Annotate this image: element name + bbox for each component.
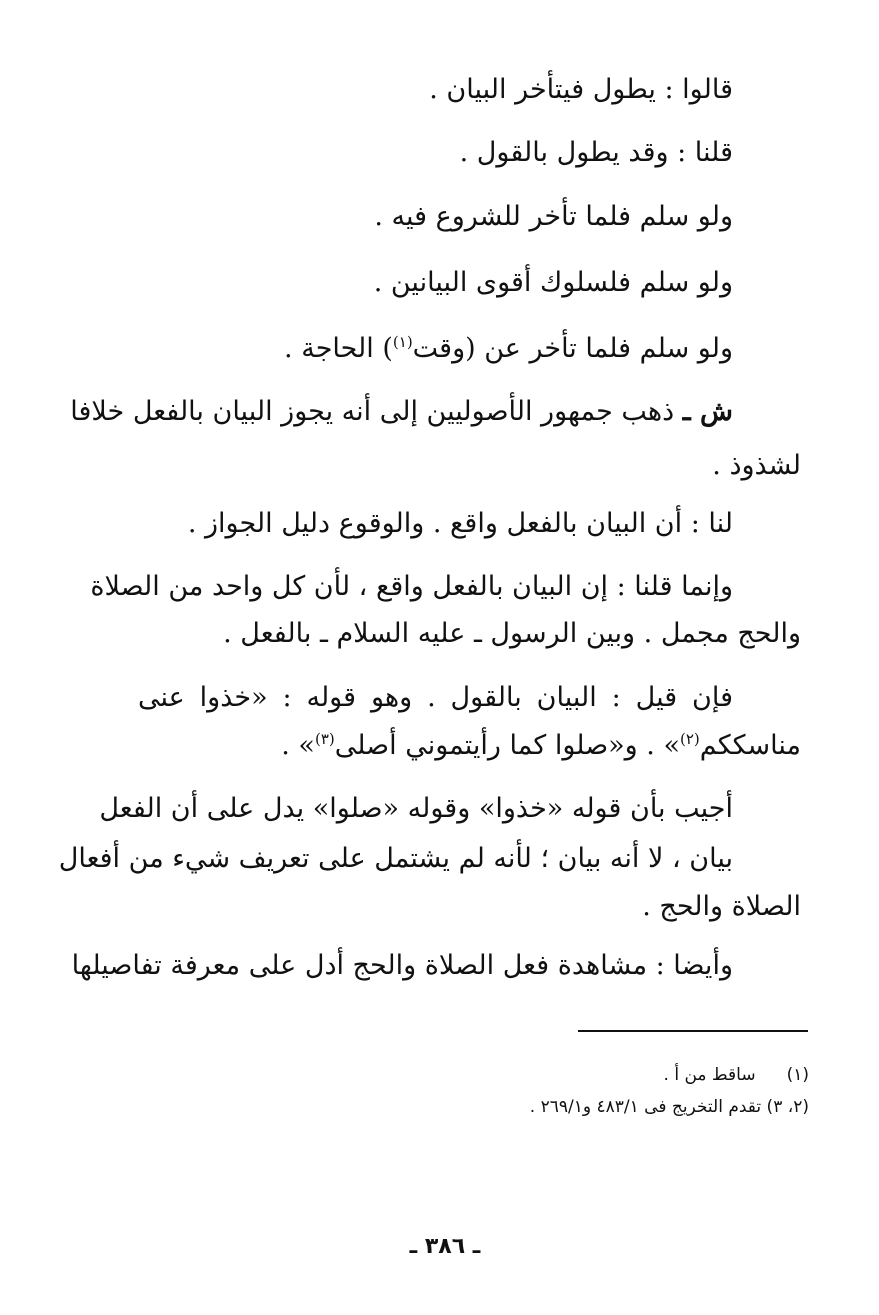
text-line: قالوا : يطول فيتأخر البيان .	[429, 74, 733, 105]
footnote-text: ساقط من أ .	[663, 1065, 756, 1085]
text-line	[70, 392, 733, 432]
footnote-text: تقدم التخريج فى ٤٨٣/١ و٢٦٩/١ .	[529, 1097, 762, 1117]
footnote-number: (١)	[786, 1065, 809, 1085]
text-line: لنا : أن البيان بالفعل واقع . والوقوع دليل الجواز .	[187, 508, 733, 539]
line-text: ولو سلم فلما تأخر عن (وقت	[412, 333, 733, 364]
footnote	[109, 1062, 809, 1088]
footnote	[109, 1094, 809, 1120]
text-line: قلنا : وقد يطول بالقول .	[459, 137, 733, 168]
page-number: ـ ٣٨٦ ـ	[409, 1234, 481, 1259]
footnote-marker: (٣)	[314, 730, 335, 748]
footnote-separator	[578, 1030, 808, 1032]
line-text: » . و«صلوا كما رأيتموني أصلى	[334, 730, 680, 761]
text-line	[131, 726, 801, 766]
line-text: مناسككم	[699, 730, 801, 761]
text-line: لشذوذ .	[712, 450, 801, 481]
text-line: أجيب بأن قوله «خذوا» وقوله «صلوا» يدل على أن الفعل	[99, 793, 733, 824]
text-line: وإنما قلنا : إن البيان بالفعل واقع ، لأن كل واحد من الصلاة	[90, 571, 733, 602]
line-text: ذهب جمهور الأصوليين إلى أنه يجوز البيان بالفعل خلافا	[70, 396, 683, 427]
footnote-marker: (١)	[392, 333, 413, 351]
text-line: بيان ، لا أنه بيان ؛ لأنه لم يشتمل على تعريف شيء من أفعال	[58, 843, 733, 874]
line-text: ) الحاجة .	[284, 333, 393, 364]
text-line: ولو سلم فلسلوك أقوى البيانين .	[373, 267, 733, 298]
commentary-marker: ش ـ	[682, 396, 733, 427]
text-line: الصلاة والحج .	[642, 891, 801, 922]
text-line	[63, 329, 733, 369]
footnote-number: (٢، ٣)	[766, 1097, 809, 1117]
text-line: فإن قيل : البيان بالقول . وهو قوله : «خذوا عنى	[138, 682, 733, 713]
line-text: » .	[281, 730, 315, 761]
text-line: ولو سلم فلما تأخر للشروع فيه .	[374, 201, 733, 232]
text-line: وأيضا : مشاهدة فعل الصلاة والحج أدل على معرفة تفاصيلها	[71, 950, 733, 981]
text-line: والحج مجمل . وبين الرسول ـ عليه السلام ـ بالفعل .	[223, 618, 801, 649]
footnote-marker: (٢)	[679, 730, 700, 748]
